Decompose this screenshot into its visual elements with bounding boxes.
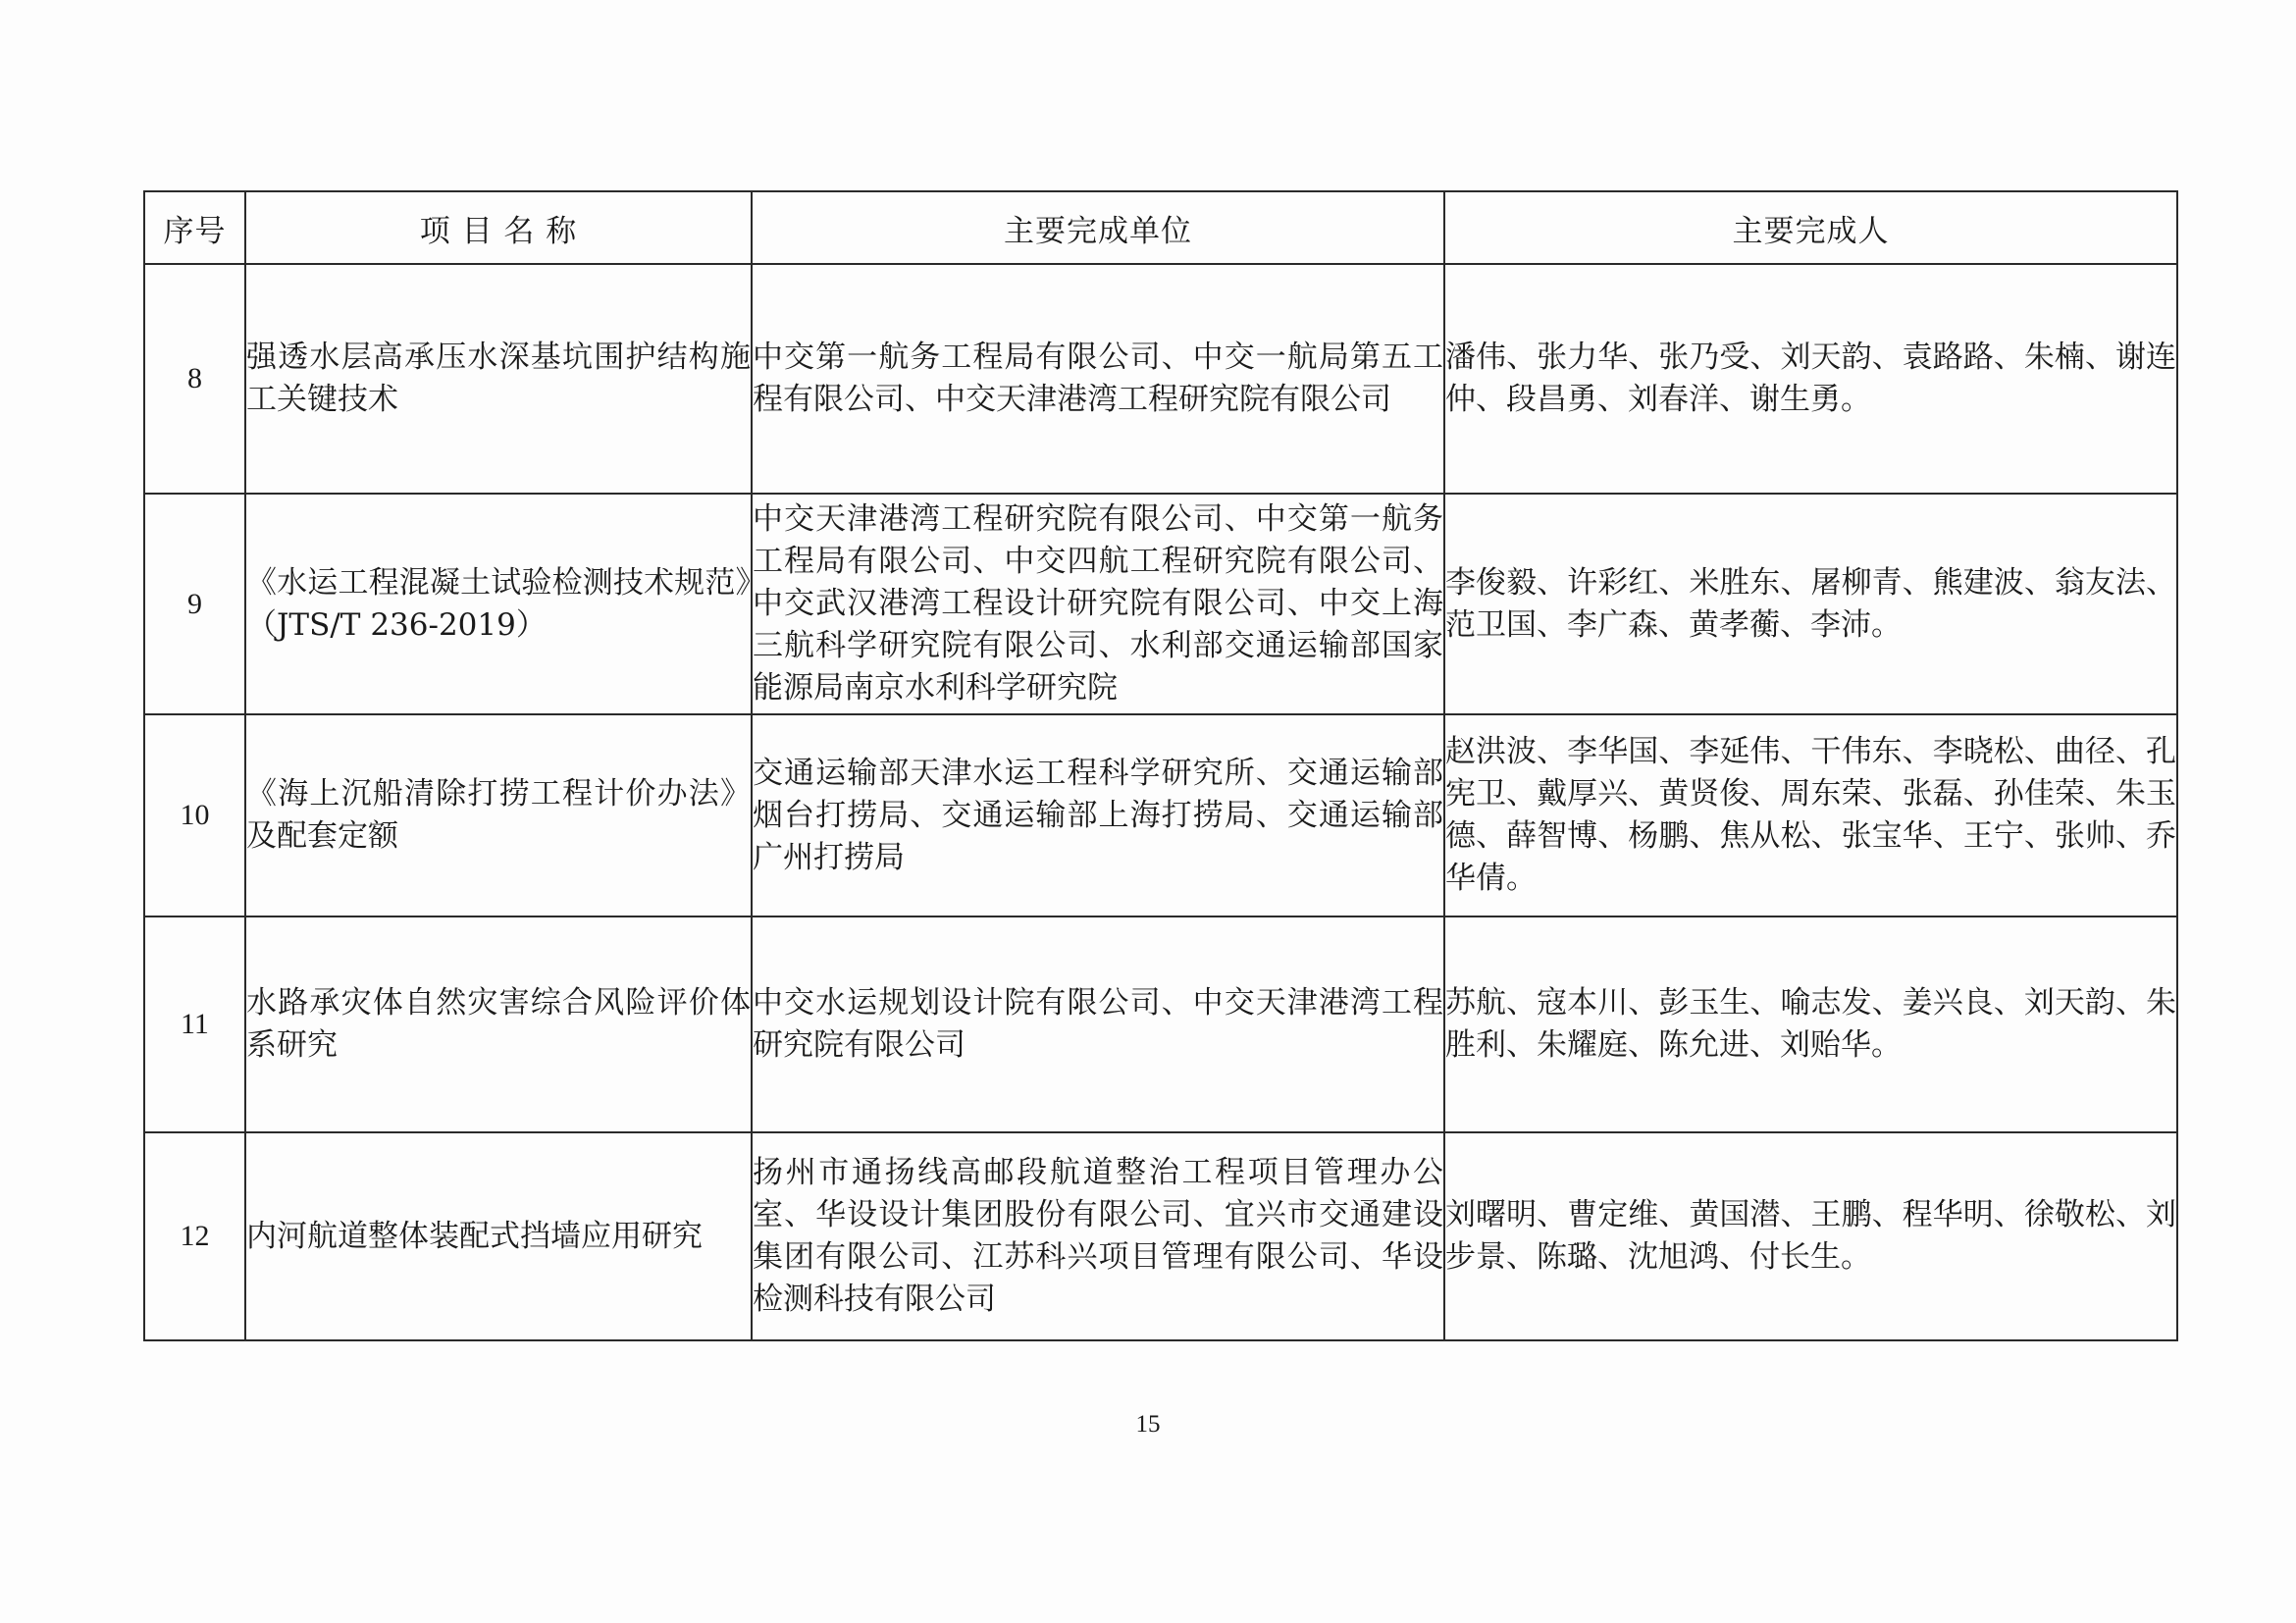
row-units: 扬州市通扬线高邮段航道整治工程项目管理办公室、华设设计集团股份有限公司、宜兴市交通建设集团有限公司、江苏科兴项目管理有限公司、华设检测科技有限公司 — [752, 1132, 1444, 1340]
row-seq: 8 — [144, 264, 245, 494]
row-units: 中交第一航务工程局有限公司、中交一航局第五工程有限公司、中交天津港湾工程研究院有限公司 — [752, 264, 1444, 494]
row-persons: 潘伟、张力华、张乃受、刘天韵、袁路路、朱楠、谢连仲、段昌勇、刘春洋、谢生勇。 — [1444, 264, 2177, 494]
row-persons: 刘曙明、曹定维、黄国潜、王鹏、程华明、徐敬松、刘步景、陈璐、沈旭鸿、付长生。 — [1444, 1132, 2177, 1340]
row-project-name: 《水运工程混凝土试验检测技术规范》（JTS/T 236-2019） — [245, 494, 752, 714]
row-seq: 9 — [144, 494, 245, 714]
table-row — [144, 916, 2177, 1132]
row-units: 交通运输部天津水运工程科学研究所、交通运输部烟台打捞局、交通运输部上海打捞局、交通运输部广州打捞局 — [752, 714, 1444, 916]
row-persons: 李俊毅、许彩红、米胜东、屠柳青、熊建波、翁友法、范卫国、李广森、黄孝蘅、李沛。 — [1444, 494, 2177, 714]
header-persons: 主要完成人 — [1444, 191, 2177, 264]
row-seq: 11 — [144, 916, 245, 1132]
table-row — [144, 264, 2177, 494]
row-project-name: 水路承灾体自然灾害综合风险评价体系研究 — [245, 916, 752, 1132]
table-header-row — [144, 191, 2177, 264]
table-row — [144, 494, 2177, 714]
row-project-name: 《海上沉船清除打捞工程计价办法》及配套定额 — [245, 714, 752, 916]
award-table — [143, 190, 2178, 1341]
row-persons: 赵洪波、李华国、李延伟、干伟东、李晓松、曲径、孔宪卫、戴厚兴、黄贤俊、周东荣、张磊、孙佳荣、朱玉德、薛智博、杨鹏、焦从松、张宝华、王宁、张帅、乔华倩。 — [1444, 714, 2177, 916]
header-units: 主要完成单位 — [752, 191, 1444, 264]
row-seq: 10 — [144, 714, 245, 916]
row-seq: 12 — [144, 1132, 245, 1340]
row-project-name: 强透水层高承压水深基坑围护结构施工关键技术 — [245, 264, 752, 494]
table-row — [144, 714, 2177, 916]
row-persons: 苏航、寇本川、彭玉生、喻志发、姜兴良、刘天韵、朱胜利、朱耀庭、陈允进、刘贻华。 — [1444, 916, 2177, 1132]
row-units: 中交水运规划设计院有限公司、中交天津港湾工程研究院有限公司 — [752, 916, 1444, 1132]
header-project-name: 项 目 名 称 — [245, 191, 752, 264]
page-number: 15 — [1135, 1411, 1161, 1438]
header-seq: 序号 — [144, 191, 245, 264]
row-units: 中交天津港湾工程研究院有限公司、中交第一航务工程局有限公司、中交四航工程研究院有限公司、中交武汉港湾工程设计研究院有限公司、中交上海三航科学研究院有限公司、水利部交通运输部国家能源局南京水利科学研究院 — [752, 494, 1444, 714]
row-project-name: 内河航道整体装配式挡墙应用研究 — [245, 1132, 752, 1340]
table-row — [144, 1132, 2177, 1340]
